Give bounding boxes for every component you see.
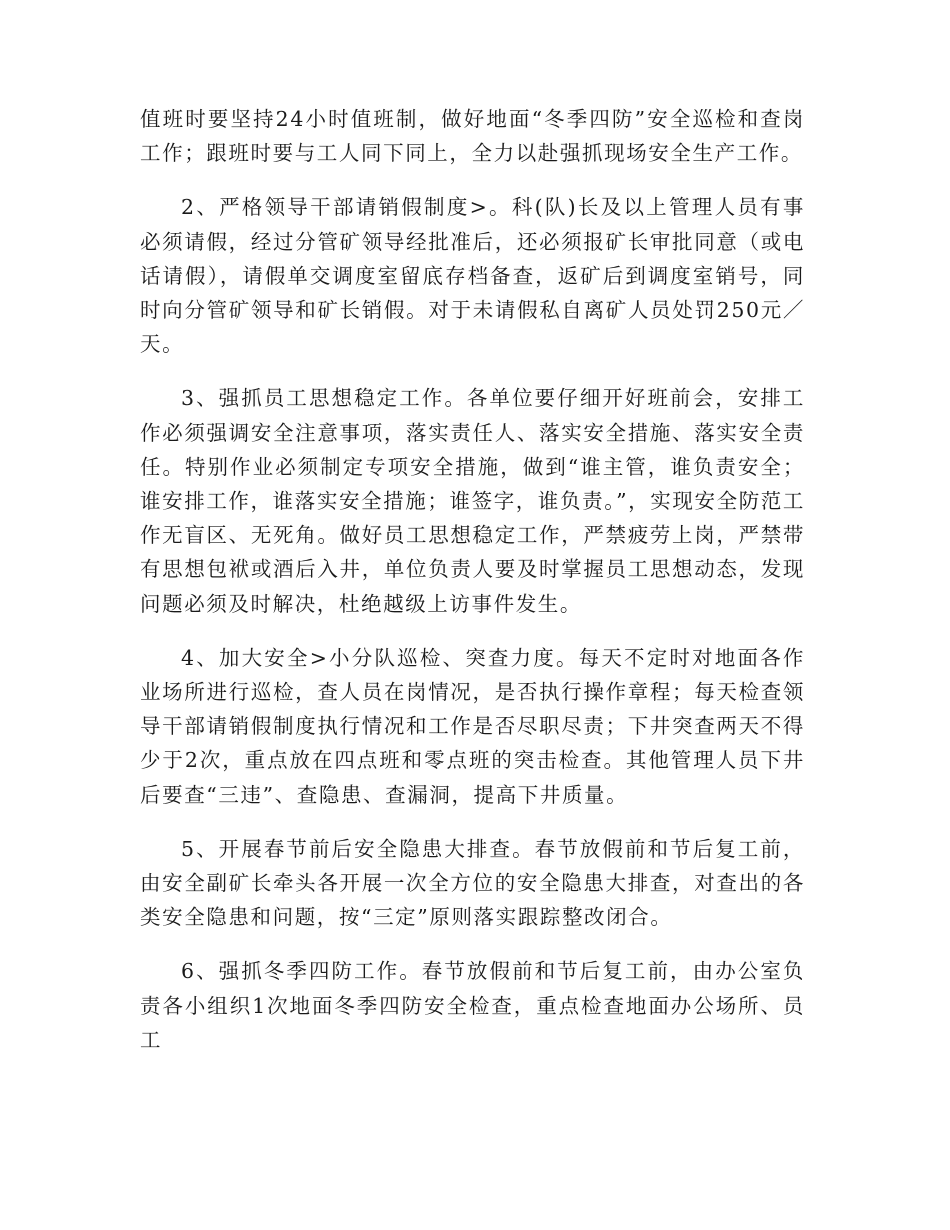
paragraph-employee-stability: 3、强抓员工思想稳定工作。各单位要仔细开好班前会，安排工作必须强调安全注意事项，落实责任人、落实安全措施、落实安全责任。特别作业必须制定专项安全措施，做到“谁主管，谁负责安全；谁安排工作，谁落实安全措施；谁签字，谁负责。”，实现安全防范工作无盲区、无死角。做好员工思想稳定工作，严禁疲劳上岗，严禁带有思想包袱或酒后入井，单位负责人要及时掌握员工思想动态，发现问题必须及时解决，杜绝越级上访事件发生。	[140, 386, 805, 616]
paragraph-hazard-check: 5、开展春节前后安全隐患大排查。春节放假前和节后复工前，由安全副矿长牵头各开展一次全方位的安全隐患大排查，对查出的各类安全隐患和问题，按“三定”原则落实跟踪整改闭合。	[140, 836, 805, 930]
paragraph-inspection-team: 4、加大安全>小分队巡检、突查力度。每天不定时对地面各作业场所进行巡检，查人员在岗情况，是否执行操作章程；每天检查领导干部请销假制度执行情况和工作是否尽职尽责；下井突查两天不得少于2次，重点放在四点班和零点班的突击检查。其他管理人员下井后要查“三违”、查隐患、查漏洞，提高下井质量。	[140, 645, 805, 807]
paragraph-winter-prevention: 6、强抓冬季四防工作。春节放假前和节后复工前，由办公室负责各小组织1次地面冬季四防安全检查，重点检查地面办公场所、员工	[140, 959, 805, 1052]
paragraph-continuation: 值班时要坚持24小时值班制，做好地面“冬季四防”安全巡检和查岗工作；跟班时要与工人同下同上，全力以赴强抓现场安全生产工作。	[140, 107, 805, 166]
paragraph-leave-policy: 2、严格领导干部请销假制度>。科(队)长及以上管理人员有事必须请假，经过分管矿领导经批准后，还必须报矿长审批同意（或电话请假），请假单交调度室留底存档备查，返矿后到调度室销号，同时向分管矿领导和矿长销假。对于未请假私自离矿人员处罚250元／天。	[140, 195, 805, 357]
document-body	[140, 102, 805, 1077]
